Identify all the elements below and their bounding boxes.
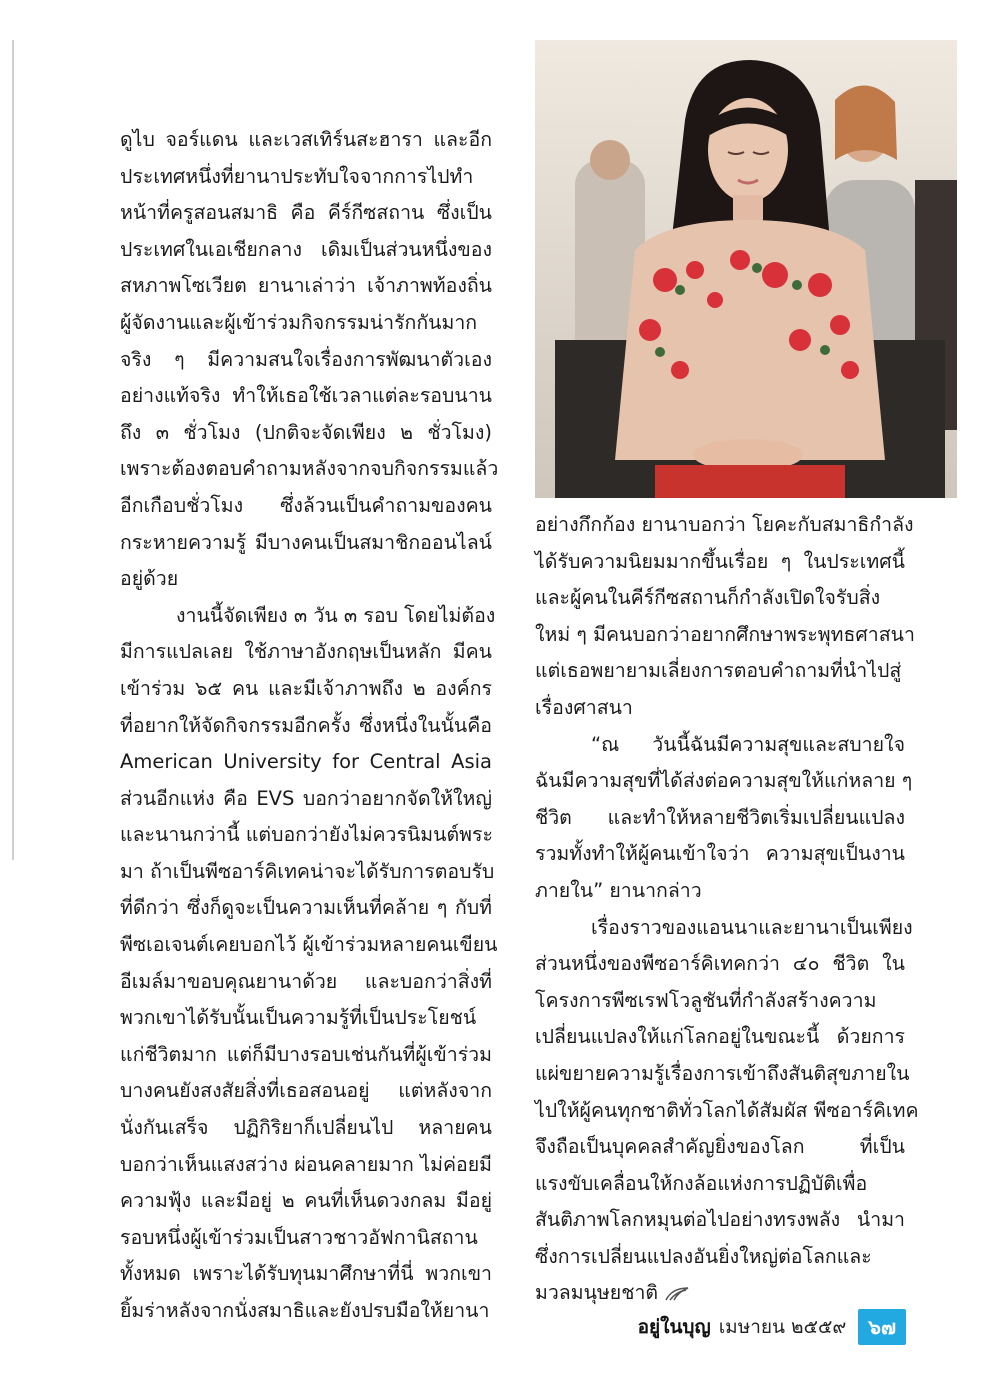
text-line: ส่วนอีกแห่ง คือ EVS บอกว่าอยากจัดให้ใหญ่ xyxy=(120,786,492,810)
text-line: จริง ๆ มีความสนใจเรื่องการพัฒนาตัวเอง xyxy=(120,347,492,371)
text-line: “ณ วันนี้ฉันมีความสุขและสบายใจ xyxy=(591,732,905,756)
text-line: ที่อยากให้จัดกิจกรรมอีกครั้ง ซึ่งหนึ่งในนั้นคือ xyxy=(120,713,492,737)
end-mark-icon xyxy=(664,1286,690,1302)
text-line: ส่วนหนึ่งของพีซอาร์คิเทคกว่า ๔๐ ชีวิต ใน xyxy=(535,952,905,976)
text-line: อย่างแท้จริง ทำให้เธอใช้เวลาแต่ละรอบนาน xyxy=(120,384,492,408)
text-line: เปลี่ยนแปลงให้แก่โลกอยู่ในขณะนี้ ด้วยการ xyxy=(535,1025,905,1049)
text-line: โครงการพีซเรฟโวลูชันที่กำลังสร้างความ xyxy=(535,988,877,1012)
right-text-column xyxy=(535,507,919,1312)
text-line: นั่งกันเสร็จ ปฏิกิริยาก็เปลี่ยนไป หลายคน xyxy=(120,1116,492,1140)
text-line: ได้รับความนิยมมากขึ้นเรื่อย ๆ ในประเทศนี้ xyxy=(535,549,905,573)
text-line: สหภาพโซเวียต ยานาเล่าว่า เจ้าภาพท้องถิ่น xyxy=(120,274,492,298)
text-line: ประเทศในเอเชียกลาง เดิมเป็นส่วนหนึ่งของ xyxy=(120,237,492,261)
text-line: ผู้จัดงานและผู้เข้าร่วมกิจกรรมน่ารักกันมาก xyxy=(120,310,478,334)
right-paragraph-1 xyxy=(535,507,915,727)
text-line: และนานกว่านี้ แต่บอกว่ายังไม่ควรนิมนต์พระ xyxy=(120,823,493,847)
text-line: อีเมล์มาขอบคุณยานาด้วย และบอกว่าสิ่งที่ xyxy=(120,969,492,993)
photo-illustration xyxy=(535,40,957,498)
text-line: ใหม่ ๆ มีคนบอกว่าอยากศึกษาพระพุทธศาสนา xyxy=(535,622,915,646)
left-paragraph-1 xyxy=(120,122,499,598)
issue-date: เมษายน ๒๕๕๙ xyxy=(718,1316,847,1338)
text-line: รวมทั้งทำให้ผู้คนเข้าใจว่า ความสุขเป็นงาน xyxy=(535,842,905,866)
text-line: American University for Central Asia xyxy=(120,750,492,774)
text-line: ความฟุ้ง และมีอยู่ ๒ คนที่เห็นดวงกลม มีอยู่ xyxy=(120,1189,492,1213)
text-line: ซึ่งการเปลี่ยนแปลงอันยิ่งใหญ่ต่อโลกและ xyxy=(535,1244,872,1268)
text-line: หน้าที่ครูสอนสมาธิ คือ คีร์กีซสถาน ซึ่งเป็น xyxy=(120,201,492,225)
text-line: มีการแปลเลย ใช้ภาษาอังกฤษเป็นหลัก มีคน xyxy=(120,640,492,664)
text-line: ไปให้ผู้คนทุกชาติทั่วโลกได้สัมผัส พีซอาร์คิเทค xyxy=(535,1098,919,1122)
text-line: ดูไบ จอร์แดน และเวสเทิร์นสะฮารา และอีก xyxy=(120,128,492,151)
text-line: ประเทศหนึ่งที่ยานาประทับใจจากการไปทำ xyxy=(120,164,474,188)
text-line: อยู่ด้วย xyxy=(120,567,179,591)
right-paragraph-3 xyxy=(535,910,919,1313)
left-paragraph-2 xyxy=(120,598,498,1330)
text-line: มา ถ้าเป็นพีซอาร์คิเทคน่าจะได้รับการตอบรับ xyxy=(120,859,495,883)
text-line: ยิ้มร่าหลังจากนั่งสมาธิและยังปรบมือให้ยานา xyxy=(120,1299,490,1322)
text-line: บอกว่าเห็นแสงสว่าง ผ่อนคลายมาก ไม่ค่อยมี xyxy=(120,1152,492,1176)
text-line: ภายใน” ยานากล่าว xyxy=(535,878,702,902)
right-paragraph-2-quote xyxy=(535,727,913,910)
text-line: ทั้งหมด เพราะได้รับทุนมาศึกษาที่นี่ พวกเขา xyxy=(120,1262,492,1286)
text-line: สันติภาพโลกหมุนต่อไปอย่างทรงพลัง นำมา xyxy=(535,1208,905,1232)
text-line: รอบหนึ่งผู้เข้าร่วมเป็นสาวชาวอัฟกานิสถาน xyxy=(120,1225,478,1249)
page-footer xyxy=(560,1308,906,1346)
text-line: เรื่องศาสนา xyxy=(535,695,633,719)
text-line: แก่ชีวิตมาก แต่ก็มีบางรอบเช่นกันที่ผู้เข้าร่วม xyxy=(120,1042,492,1066)
text-line: อย่างกึกก้อง ยานาบอกว่า โยคะกับสมาธิกำลัง xyxy=(535,513,914,536)
text-line: ฉันมีความสุขที่ได้ส่งต่อความสุขให้แก่หลาย ๆ xyxy=(535,769,913,793)
text-line: แต่เธอพยายามเลี่ยงการตอบคำถามที่นำไปสู่ xyxy=(535,659,902,683)
text-line: พีซเอเจนต์เคยบอกไว้ ผู้เข้าร่วมหลายคนเขียน xyxy=(120,933,498,957)
text-line: จึงถือเป็นบุคคลสำคัญยิ่งของโลก ที่เป็น xyxy=(535,1135,905,1159)
text-line: อีกเกือบชั่วโมง ซึ่งล้วนเป็นคำถามของคน xyxy=(120,493,492,517)
text-line: แผ่ขยายความรู้เรื่องการเข้าถึงสันติสุขภายใน xyxy=(535,1061,910,1085)
text-line: พวกเขาได้รับนั้นเป็นความรู้ที่เป็นประโยชน์ xyxy=(120,1006,477,1030)
meditating-woman-photo xyxy=(535,40,957,498)
magazine-name: อยู่ในบุญ xyxy=(637,1316,711,1338)
text-line: บางคนยังสงสัยสิ่งที่เธอสอนอยู่ แต่หลังจาก xyxy=(120,1079,492,1103)
text-line: และผู้คนในคีร์กีซสถานก็กำลังเปิดใจรับสิ่ง xyxy=(535,586,881,610)
text-line: ที่ดีกว่า ซึ่งก็ดูจะเป็นความเห็นที่คล้าย ๆ กับที่ xyxy=(120,896,492,920)
text-line: ชีวิต และทำให้หลายชีวิตเริ่มเปลี่ยนแปลง xyxy=(535,805,905,829)
text-line: เข้าร่วม ๖๕ คน และมีเจ้าภาพถึง ๒ องค์กร xyxy=(120,676,492,700)
text-line: เพราะต้องตอบคำถามหลังจากจบกิจกรรมแล้ว xyxy=(120,457,499,481)
left-text-column xyxy=(120,122,499,1330)
closing-text: มวลมนุษยชาติ xyxy=(535,1281,659,1305)
text-line: เรื่องราวของแอนนาและยานาเป็นเพียง xyxy=(591,915,913,939)
text-line-final xyxy=(535,1275,905,1312)
text-line: งานนี้จัดเพียง ๓ วัน ๓ รอบ โดยไม่ต้อง xyxy=(176,603,496,627)
text-line: แรงขับเคลื่อนให้กงล้อแห่งการปฏิบัติเพื่อ xyxy=(535,1171,868,1195)
text-line: กระหายความรู้ มีบางคนเป็นสมาชิกออนไลน์ xyxy=(120,530,492,554)
page-edge-mark xyxy=(12,40,14,860)
page-number: ๖๗ xyxy=(858,1309,906,1345)
text-line: ถึง ๓ ชั่วโมง (ปกติจะจัดเพียง ๒ ชั่วโมง) xyxy=(120,420,492,444)
